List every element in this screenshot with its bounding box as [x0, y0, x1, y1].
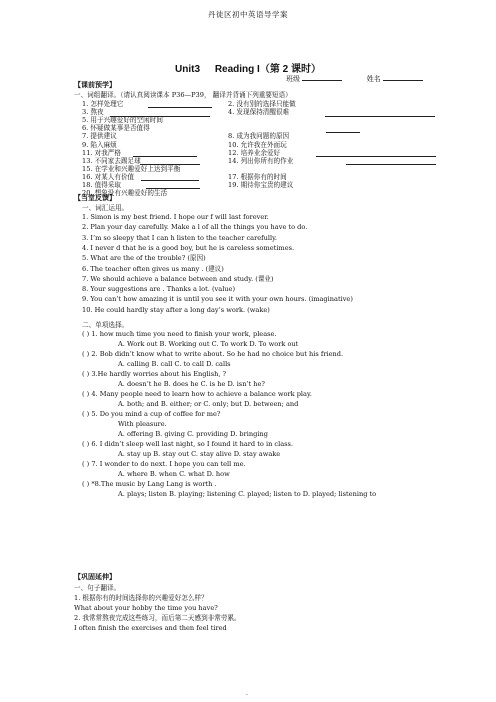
consolidate-heading: 【巩固延伸】 [74, 574, 116, 581]
choice-options: A. offering B. giving C. providing D. bringing [118, 430, 268, 438]
phrase-item: 14. 列出你所有的作业 [228, 156, 294, 165]
unit-label: Unit3 [175, 64, 201, 75]
answer-blank[interactable] [140, 164, 200, 165]
vocab-question: 3. I’m so sleepy that I can h listen to the teacher carefully. [82, 233, 278, 242]
choice-options: A. Work out B. Working out C. To work D. To work out [118, 340, 299, 348]
name-blank[interactable] [383, 73, 423, 81]
choice-options: A. doesn’t he B. does he C. is he D. isn’t he? [118, 380, 265, 388]
phrase-item: 15. 在学业和兴趣爱好上达到平衡 [82, 164, 181, 173]
phrase-item: 13. 不同家去踢足球 [82, 156, 141, 165]
phrase-item: 8. 成为我问题的原因 [228, 132, 290, 141]
phrase-item: 4. 发现保持清醒很难 [228, 108, 290, 117]
phrase-item: 16. 对某人有价值 [82, 172, 135, 181]
vocab-question: 8. Your suggestions are . Thanks a lot. (value) [82, 285, 236, 294]
vocab-question: 5. What are the of the trouble? (原因) [82, 254, 206, 263]
translation-line: 1. 根据你有的时间选择你的兴趣爱好怎么样？ [74, 594, 208, 602]
phrase-item: 10. 允许我在外面玩 [228, 140, 287, 149]
answer-blank[interactable] [325, 116, 435, 117]
translation-line: 2. 我常常熬夜完成这些练习，而后第二天感到非常劳累。 [74, 614, 241, 622]
vocab-question: 9. You can’t how amazing it is until you see it with your own hours. (imaginative) [82, 295, 353, 304]
choice-options: A. calling B. call C. to call D. calls [118, 360, 231, 368]
phrase-item: 3. 熬夜 [82, 108, 104, 117]
phrase-item: 9. 陷入麻烦 [82, 140, 117, 149]
answer-blank[interactable] [110, 116, 210, 117]
phrase-item: 12. 培养业余爱好 [228, 148, 281, 157]
vocab-question: 4. I never d that he is a good boy, but he is careless sometimes. [82, 243, 295, 252]
page-header: 丹徒区初中英语导学案 [208, 10, 288, 19]
consolidate-part-title: 一、句子翻译。 [74, 584, 121, 592]
choice-question: ( ) 7. I wonder to do next. I hope you can tell me. [82, 460, 246, 468]
answer-blank[interactable] [133, 156, 197, 157]
vocab-question: 2. Plan your day carefully. Make a l of all the things you have to do. [82, 223, 308, 232]
vocab-question: 10. He could hardly stay after a long day’s work. (wake) [82, 305, 270, 314]
choice-question: ( ) 1. how much time you need to finish your work, please. [82, 330, 277, 338]
feedback-heading: 【当堂反馈】 [74, 195, 116, 202]
choice-question: ( ) 5. Do you mind a cup of coffee for me? [82, 410, 221, 418]
choice-question: ( ) 2. Bob didn’t know what to write about. So he had no choice but his friend. [82, 350, 344, 358]
feedback-part2-title: 二、单项选择。 [82, 321, 129, 329]
phrase-item: 7. 提供建议 [82, 132, 117, 141]
preview-heading: 【课前预学】 [74, 82, 116, 89]
translation-line: I often finish the exercises and then feel tired [74, 624, 227, 632]
class-blank[interactable] [302, 73, 342, 81]
name-label: 姓名 [366, 75, 381, 83]
translation-line: What about your hobby the time you have? [74, 604, 218, 612]
phrase-item: 6. 怀疑做某事是否值得 [82, 124, 150, 133]
vocab-question: 1. Simon is my best friend. I hope our f will last forever. [82, 213, 269, 221]
footer-mark: . [246, 690, 248, 697]
answer-blank[interactable] [141, 180, 199, 181]
phrase-item: 19. 期待你宝贵的建议 [228, 181, 294, 189]
choice-options: With pleasure. [118, 420, 167, 428]
choice-question: ( ) *8.The music by Lang Lang is worth . [82, 480, 217, 488]
class-label: 班级 [286, 75, 300, 83]
phrase-item: 1. 怎样处理它 [82, 100, 124, 108]
answer-blank[interactable] [146, 188, 200, 189]
lesson-label: Reading I（第 2 课时） [214, 64, 321, 75]
phrase-item: 2. 没有别的选择只能做 [228, 100, 296, 108]
answer-blank[interactable] [148, 107, 212, 108]
choice-options: A. plays; listen B. playing; listening C. played; listen to D. played; listening to [118, 490, 377, 498]
preview-instruction: 一、词组翻译。（请认真阅读课本 P36—P39， 翻译并背诵下列重要短语） [74, 91, 292, 99]
choice-question: ( ) 4. Many people need to learn how to achieve a balance work play. [82, 390, 312, 398]
name-line [286, 73, 423, 84]
answer-blank[interactable] [346, 164, 436, 165]
phrase-item: 17. 根据你有的时间 [228, 172, 287, 181]
phrase-item: 5. 用于兴趣爱好的空闲时间 [82, 116, 163, 125]
feedback-part1-title: 一、词汇运用。 [82, 204, 129, 212]
vocab-question: 7. We should achieve a balance between and study. (课业) [82, 274, 274, 283]
choice-question: ( ) 6. I didn’t sleep well last night, so I found it hard to in class. [82, 440, 294, 448]
choice-options: A. where B. when C. what D. how [118, 470, 230, 478]
choice-options: A. both; and B. either; or C. only; but D. between; and [118, 400, 299, 408]
vocab-question: 6. The teacher often gives us many . (建议) [82, 264, 224, 273]
phrase-item: 20. 想象没有兴趣爱好的生活 [82, 189, 168, 198]
answer-blank[interactable] [316, 156, 436, 157]
answer-blank[interactable] [326, 132, 360, 133]
choice-options: A. stay up B. stay out C. stay alive D. stay awake [118, 450, 281, 458]
choice-question: ( ) 3.He hardly worries about his English, ? [82, 370, 227, 378]
phrase-item: 11. 对我严格 [82, 148, 121, 157]
phrase-item: 18. 值得采取 [82, 181, 121, 189]
